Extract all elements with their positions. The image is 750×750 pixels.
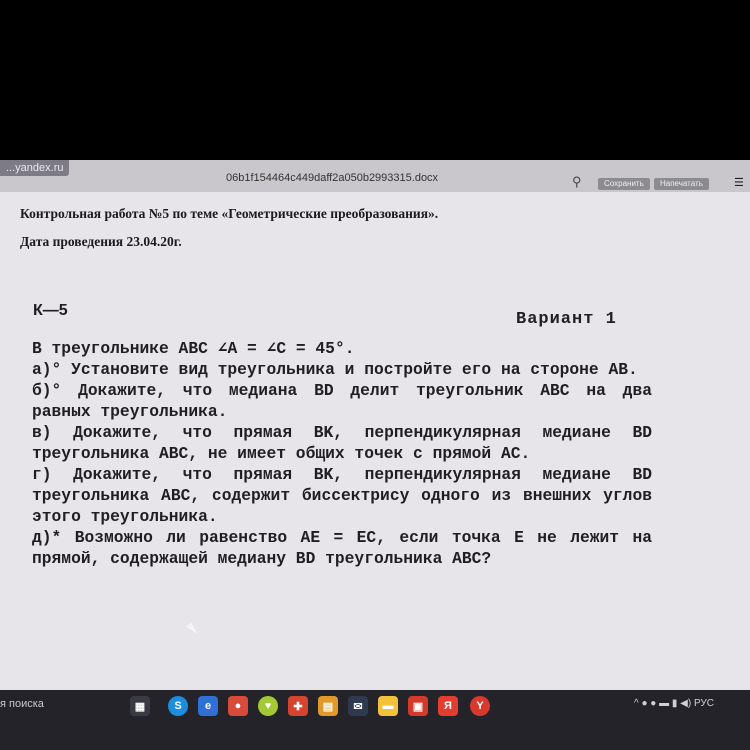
laptop-screen [0,160,750,750]
task-b: б)° Докажите, что медиана BD делит треугольник ABC на два равных треугольника. [32,381,652,421]
task-c: в) Докажите, что прямая BK, перпендикулярная медиане BD треугольника ABC, не имеет общих точек с прямой AC. [32,423,652,463]
task-view-icon[interactable]: ▦ [130,696,150,716]
document-title: Контрольная работа №5 по теме «Геометрические преобразования». [20,206,439,221]
maps-icon[interactable]: ♥ [258,696,278,716]
chrome-icon[interactable]: ● [228,696,248,716]
taskbar [0,690,750,750]
task-a: а)° Установите вид треугольника и постройте его на стороне AB. [32,360,638,379]
file-name: 06b1f154464c449daff2a050b2993315.docx [226,172,439,184]
viewer-toolbar [0,160,750,193]
task-e: д)* Возможно ли равенство AE = EC, если точка E не лежит на прямой, содержащей медиану BD треугольника ABC? [32,528,652,568]
mail-icon[interactable]: ✉ [348,696,368,716]
save-button[interactable]: Сохранить [598,178,650,190]
work-code: К—5 [33,302,68,319]
edge-icon[interactable]: e [198,696,218,716]
language-indicator[interactable]: РУС [693,698,715,709]
date-line: Дата проведения 23.04.20г. [20,234,182,249]
task-d: г) Докажите, что прямая BK, перпендикулярная медиане BD треугольника ABC, содержит биссектрису одного из внешних углов этого треугольника. [32,465,652,526]
yandex-icon[interactable]: Я [438,696,458,716]
tray-apps-icon[interactable]: ● ● ▬ ▮ ◀) [641,698,692,709]
store-icon[interactable]: ▤ [318,696,338,716]
search-icon[interactable]: ⚲ [572,174,582,189]
variant-label: Вариант 1 [516,310,617,329]
taskbar-search[interactable]: я поиска [0,698,44,710]
gift-icon[interactable]: ✚ [288,696,308,716]
folder-icon[interactable]: ▬ [378,696,398,716]
more-menu-icon[interactable]: ☰ [734,177,744,189]
office-icon[interactable]: ▣ [408,696,428,716]
print-button[interactable]: Напечатать [654,178,709,190]
yandex-tab[interactable]: ...yandex.ru [0,160,69,176]
task-intro: В треугольнике ABC ∠A = ∠C = 45°. [32,339,355,358]
task-text [32,338,652,569]
tray-arrow-icon[interactable]: ^ [634,698,639,709]
yandex-browser-icon[interactable]: Y [470,696,490,716]
system-tray[interactable] [634,698,714,709]
skype-icon[interactable]: S [168,696,188,716]
document-page [0,192,750,690]
